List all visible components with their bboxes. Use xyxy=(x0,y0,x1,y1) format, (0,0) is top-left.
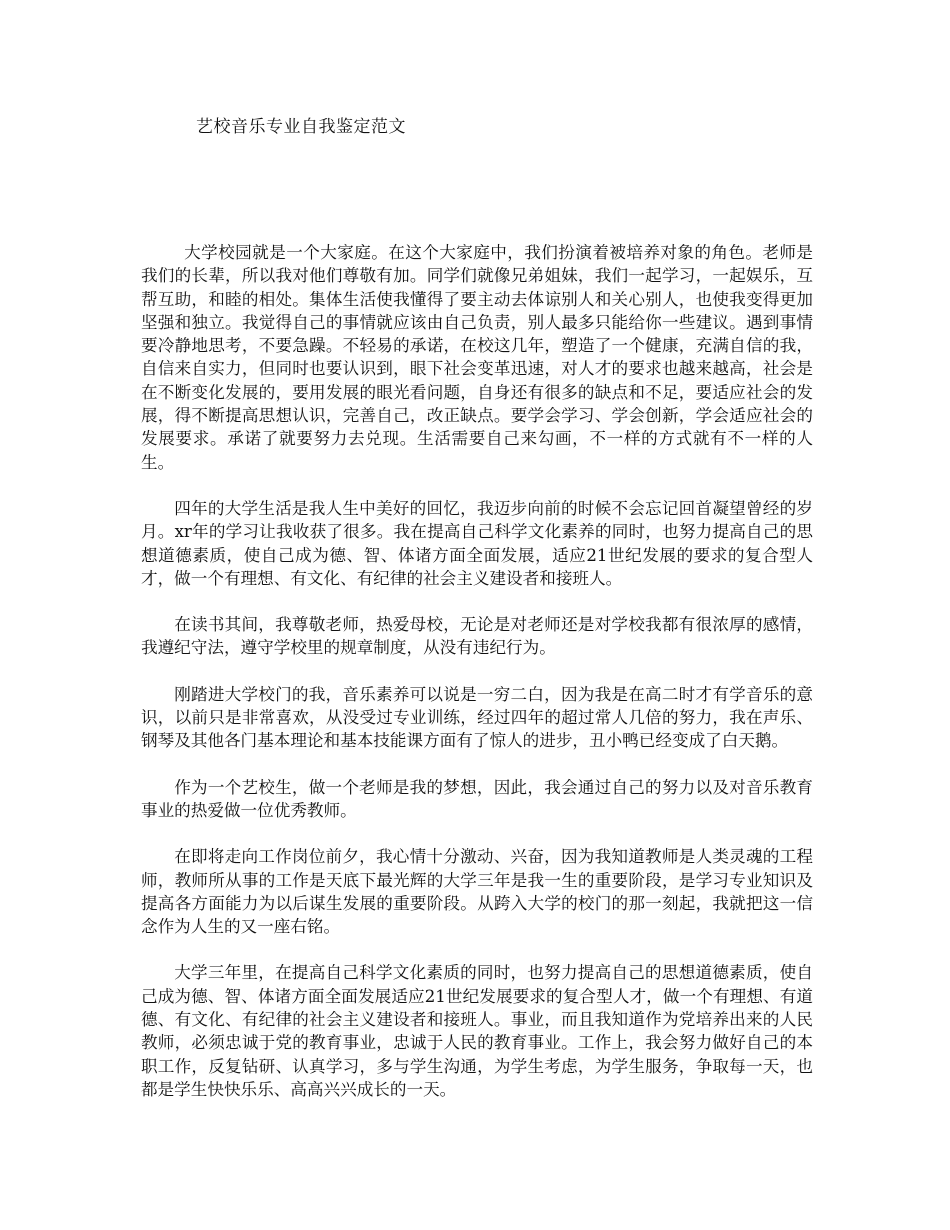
paragraph-6: 在即将走向工作岗位前夕，我心情十分激动、兴奋，因为我知道教师是人类灵魂的工程师，教师所从事的工作是天底下最光辉的大学三年是我一生的重要阶段，是学习专业知识及提高各方面能力为以后谋生发展的重要阶段。从跨入大学的校门的那一刻起，我就把这一信念作为人生的又一座右铭。 xyxy=(141,847,813,937)
document-body xyxy=(141,241,813,1124)
paragraph-3: 在读书其间，我尊敬老师，热爱母校，无论是对老师还是对学校我都有很浓厚的感情，我遵纪守法，遵守学校里的规章制度，从没有违纪行为。 xyxy=(141,615,813,658)
paragraph-2: 四年的大学生活是我人生中美好的回忆，我迈步向前的时候不会忘记回首凝望曾经的岁月。xr年的学习让我收获了很多。我在提高自己科学文化素养的同时，也努力提高自己的思想道德素质，使自己成为德、智、体诸方面全面发展，适应21世纪发展的要求的复合型人才，做一个有理想、有文化、有纪律的社会主义建设者和接班人。 xyxy=(141,498,813,588)
paragraph-1: 大学校园就是一个大家庭。在这个大家庭中，我们扮演着被培养对象的角色。老师是我们的长辈，所以我对他们尊敬有加。同学们就像兄弟姐妹，我们一起学习，一起娱乐，互帮互助，和睦的相处。集体生活使我懂得了要主动去体谅别人和关心别人，也使我变得更加坚强和独立。我觉得自己的事情就应该由自己负责，别人最多只能给你一些建议。遇到事情要冷静地思考，不要急躁。不轻易的承诺，在校这几年，塑造了一个健康，充满自信的我，自信来自实力，但同时也要认识到，眼下社会变革迅速，对人才的要求也越来越高，社会是在不断变化发展的，要用发展的眼光看问题，自身还有很多的缺点和不足，要适应社会的发展，得不断提高思想认识，完善自己，改正缺点。要学会学习、学会创新，学会适应社会的发展要求。承诺了就要努力去兑现。生活需要自己来勾画，不一样的方式就有不一样的人生。 xyxy=(141,243,813,472)
document-title: 艺校音乐专业自我鉴定范文 xyxy=(196,117,406,137)
paragraph-5: 作为一个艺校生，做一个老师是我的梦想，因此，我会通过自己的努力以及对音乐教育事业的热爱做一位优秀教师。 xyxy=(141,777,813,820)
paragraph-7: 大学三年里，在提高自己科学文化素质的同时，也努力提高自己的思想道德素质，使自己成为德、智、体诸方面全面发展适应21世纪发展要求的复合型人才，做一个有理想、有道德、有文化、有纪律的社会主义建设者和接班人。事业，而且我知道作为党培养出来的人民教师，必须忠诚于党的教育事业，忠诚于人民的教育事业。工作上，我会努力做好自己的本职工作，反复钻研、认真学习，多与学生沟通，为学生考虑，为学生服务，争取每一天，也都是学生快快乐乐、高高兴兴成长的一天。 xyxy=(141,963,813,1099)
paragraph-4: 刚踏进大学校门的我，音乐素养可以说是一穷二白，因为我是在高二时才有学音乐的意识，以前只是非常喜欢，从没受过专业训练，经过四年的超过常人几倍的努力，我在声乐、钢琴及其他各门基本理论和基本技能课方面有了惊人的进步，丑小鸭已经变成了白天鹅。 xyxy=(141,684,813,751)
